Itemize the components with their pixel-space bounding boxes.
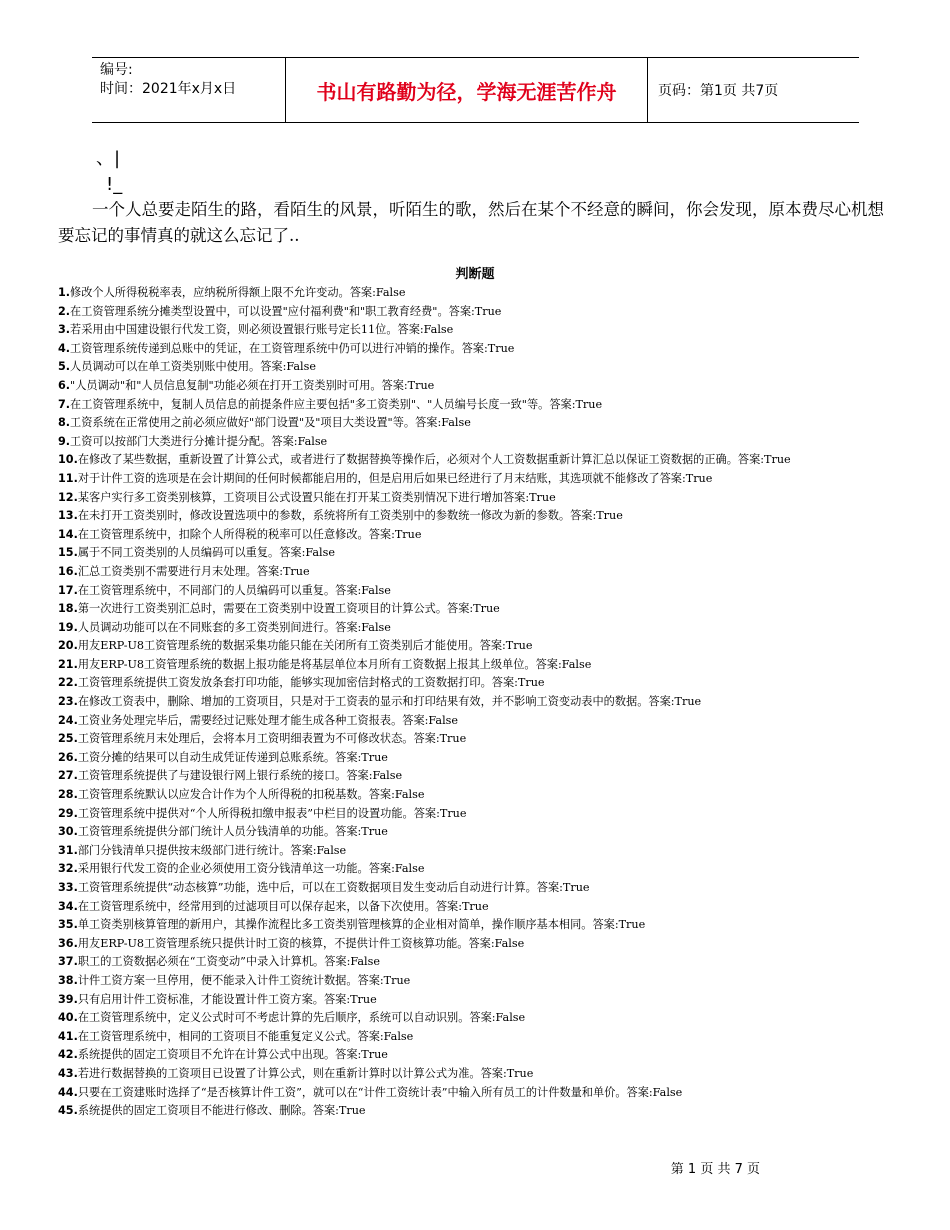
stray-mark-1: 、| — [96, 148, 121, 169]
question-item — [58, 507, 903, 526]
question-text: 工资业务处理完毕后，需要经过记账处理才能生成各种工资报表。答案:False — [77, 713, 459, 727]
question-number: 34. — [58, 899, 78, 913]
page-header — [92, 57, 859, 123]
question-number: 2. — [58, 304, 71, 318]
question-item — [58, 544, 903, 563]
question-number: 3. — [58, 323, 71, 337]
question-text: 人员调动可以在单工资类别账中使用。答案:False — [70, 360, 316, 374]
question-item — [58, 749, 903, 768]
question-text: 采用银行代发工资的企业必须使用工资分钱清单这一功能。答案:False — [77, 862, 425, 876]
question-item — [58, 358, 903, 377]
question-number: 26. — [58, 750, 78, 764]
question-number: 27. — [58, 769, 78, 783]
question-item — [58, 823, 903, 842]
question-text: 修改个人所得税税率表，应纳税所得额上限不允许变动。答案:False — [70, 286, 406, 299]
question-number: 42. — [58, 1048, 78, 1062]
question-number: 19. — [58, 620, 78, 634]
question-text: 工资管理系统中提供对“个人所得税扣缴申报表”中栏目的设置功能。答案:True — [77, 806, 467, 820]
question-text: 用友ERP-U8工资管理系统的数据采集功能只能在关闭所有工资类别后才能使用。答案:True — [77, 639, 533, 653]
question-number: 43. — [58, 1066, 78, 1080]
question-number: 41. — [58, 1029, 78, 1043]
question-text: 某客户实行多工资类别核算，工资项目公式设置只能在打开某工资类别情况下进行增加答案:True — [77, 490, 556, 504]
question-text: 在工资管理系统中，不同部门的人员编码可以重复。答案:False — [77, 583, 391, 597]
question-item — [58, 619, 903, 638]
question-text: 人员调动功能可以在不同账套的多工资类别间进行。答案:False — [77, 620, 391, 634]
question-text: 第一次进行工资类别汇总时，需要在工资类别中设置工资项目的计算公式。答案:True — [77, 602, 500, 616]
question-text: 职工的工资数据必须在“工资变动”中录入计算机。答案:False — [77, 955, 380, 969]
question-number: 28. — [58, 788, 78, 802]
question-text: 部门分钱清单只提供按末级部门进行统计。答案:False — [77, 843, 347, 857]
question-text: 工资管理系统提供分部门统计人员分钱清单的功能。答案:True — [77, 825, 388, 839]
question-item — [58, 935, 903, 954]
question-number: 39. — [58, 992, 78, 1006]
question-number: 45. — [58, 1104, 78, 1118]
question-item — [58, 396, 903, 415]
question-item — [58, 712, 903, 731]
question-item — [58, 860, 903, 879]
question-text: 在工资管理系统中，相同的工资项目不能重复定义公式。答案:False — [77, 1029, 414, 1043]
question-text: 用友ERP-U8工资管理系统的数据上报功能是将基层单位本月所有工资数据上报其上级单位。答案:False — [77, 657, 592, 671]
question-number: 5. — [58, 360, 71, 374]
doc-number-label: 编号: — [100, 62, 133, 78]
question-item — [58, 656, 903, 675]
question-item — [58, 303, 903, 322]
section-title: 判断题 — [455, 267, 495, 282]
question-number: 33. — [58, 881, 78, 894]
question-item — [58, 842, 903, 861]
question-item — [58, 879, 903, 898]
question-number: 14. — [58, 527, 78, 541]
question-text: 在工资管理系统分摊类型设置中，可以设置"应付福利费"和"职工教育经费"。答案:True — [70, 304, 502, 318]
intro-paragraph: 一个人总要走陌生的路，看陌生的风景，听陌生的歌，然后在某个不经意的瞬间，你会发现，原本费尽心机想要忘记的事情真的就这么忘记了.. — [58, 200, 884, 245]
question-item — [58, 433, 903, 452]
question-number: 29. — [58, 806, 78, 820]
question-number: 38. — [58, 973, 78, 987]
question-text: 汇总工资类别不需要进行月末处理。答案:True — [77, 564, 310, 578]
question-item — [58, 284, 903, 303]
question-item — [58, 451, 903, 470]
question-text: 在修改了某些数据，重新设置了计算公式，或者进行了数据替换等操作后，必须对个人工资数据重新计算汇总以保证工资数据的正确。答案:True — [77, 453, 791, 467]
question-item — [58, 1046, 903, 1065]
question-text: 在工资管理系统中，复制人员信息的前提条件应主要包括"多工资类别"、"人员编号长度一致"等。答案:True — [70, 397, 603, 411]
question-number: 22. — [58, 676, 78, 690]
stray-mark-2: !_ — [106, 174, 123, 195]
question-text: 系统提供的固定工资项目不允许在计算公式中出现。答案:True — [77, 1048, 388, 1062]
question-item — [58, 693, 903, 712]
question-text: 只有启用计件工资标准，才能设置计件工资方案。答案:True — [77, 992, 377, 1006]
question-number: 25. — [58, 732, 78, 746]
question-item — [58, 1009, 903, 1028]
question-text: 工资可以按部门大类进行分摊计提分配。答案:False — [70, 434, 328, 448]
question-text: 工资管理系统提供了与建设银行网上银行系统的接口。答案:False — [77, 769, 403, 783]
question-item — [58, 953, 903, 972]
question-number: 18. — [58, 602, 78, 616]
question-item — [58, 916, 903, 935]
question-number: 20. — [58, 639, 78, 653]
question-text: 在工资管理系统中，经常用到的过滤项目可以保存起来，以备下次使用。答案:True — [77, 899, 489, 913]
question-text: 工资管理系统默认以应发合计作为个人所得税的扣税基数。答案:False — [77, 788, 425, 802]
question-item — [58, 470, 903, 489]
question-text: 工资管理系统月末处理后，会将本月工资明细表置为不可修改状态。答案:True — [77, 732, 467, 746]
question-text: 若进行数据替换的工资项目已设置了计算公式，则在重新计算时以计算公式为准。答案:True — [77, 1066, 534, 1080]
question-item — [58, 1084, 903, 1103]
question-number: 6. — [58, 378, 71, 392]
question-item — [58, 1065, 903, 1084]
question-number: 31. — [58, 843, 78, 857]
question-item — [58, 1028, 903, 1047]
question-item — [58, 730, 903, 749]
question-number: 12. — [58, 490, 78, 504]
question-item — [58, 786, 903, 805]
question-number: 36. — [58, 936, 78, 950]
question-item — [58, 340, 903, 359]
question-number: 17. — [58, 583, 78, 597]
question-number: 23. — [58, 695, 78, 709]
question-text: 在未打开工资类别时，修改设置选项中的参数，系统将所有工资类别中的参数统一修改为新的参数。答案:True — [77, 509, 623, 523]
question-number: 15. — [58, 546, 78, 560]
question-number: 44. — [58, 1085, 78, 1099]
question-text: 工资分摊的结果可以自动生成凭证传递到总账系统。答案:True — [77, 750, 388, 764]
question-number: 30. — [58, 825, 78, 839]
question-list — [58, 284, 903, 1121]
question-number: 40. — [58, 1011, 78, 1025]
question-text: 只要在工资建账时选择了“是否核算计件工资”，就可以在“计件工资统计表”中输入所有员工的计件数量和单价。答案:False — [77, 1085, 683, 1099]
question-number: 16. — [58, 564, 78, 578]
question-text: 在修改工资表中，删除、增加的工资项目，只是对于工资表的显示和打印结果有效，并不影响工资变动表中的数据。答案:True — [77, 695, 702, 709]
question-text: 工资管理系统传递到总账中的凭证，在工资管理系统中仍可以进行冲销的操作。答案:True — [70, 341, 515, 355]
question-item — [58, 972, 903, 991]
question-text: 系统提供的固定工资项目不能进行修改、删除。答案:True — [77, 1104, 366, 1118]
header-page-label: 页码：第1页 共7页 — [658, 83, 779, 99]
question-item — [58, 377, 903, 396]
question-text: 若采用由中国建设银行代发工资，则必须设置银行账号定长11位。答案:False — [70, 323, 454, 337]
question-text: 工资系统在正常使用之前必须应做好"部门设置"及"项目大类设置"等。答案:False — [70, 416, 471, 430]
question-text: 单工资类别核算管理的新用户，其操作流程比多工资类别管理核算的企业相对简单，操作顺序基本相同。答案:True — [77, 918, 646, 932]
question-item — [58, 582, 903, 601]
question-item — [58, 563, 903, 582]
question-item — [58, 767, 903, 786]
question-number: 37. — [58, 955, 78, 969]
question-item — [58, 805, 903, 824]
question-text: 工资管理系统提供“动态核算”功能，选中后，可以在工资数据项目发生变动后自动进行计算。答案:True — [77, 881, 590, 894]
question-item — [58, 489, 903, 508]
question-number: 13. — [58, 509, 78, 523]
header-motto: 书山有路勤为径，学海无涯苦作舟 — [285, 58, 648, 122]
page-footer: 第 1 页 共 7 页 — [670, 1162, 760, 1177]
doc-date-label: 时间：2021年x月x日 — [100, 81, 237, 97]
question-item — [58, 600, 903, 619]
question-text: 属于不同工资类别的人员编码可以重复。答案:False — [77, 546, 335, 560]
question-item — [58, 637, 903, 656]
question-number: 32. — [58, 862, 78, 876]
question-text: 计件工资方案一旦停用，便不能录入计件工资统计数据。答案:True — [77, 973, 411, 987]
question-text: 在工资管理系统中，扣除个人所得税的税率可以任意修改。答案:True — [77, 527, 422, 541]
question-item — [58, 898, 903, 917]
question-number: 1. — [58, 286, 71, 299]
question-number: 8. — [58, 416, 71, 430]
header-meta — [92, 58, 285, 122]
question-item — [58, 414, 903, 433]
question-item — [58, 526, 903, 545]
question-text: 对于计件工资的选项是在会计期间的任何时候都能启用的，但是启用后如果已经进行了月末结账，其选项就不能修改了答案:True — [77, 471, 713, 485]
question-number: 11. — [58, 471, 78, 485]
question-item — [58, 321, 903, 340]
question-item — [58, 991, 903, 1010]
question-number: 10. — [58, 453, 78, 467]
question-number: 21. — [58, 657, 78, 671]
question-item — [58, 674, 903, 693]
question-text: "人员调动"和"人员信息复制"功能必须在打开工资类别时可用。答案:True — [70, 378, 435, 392]
question-number: 7. — [58, 397, 71, 411]
question-number: 35. — [58, 918, 78, 932]
question-number: 9. — [58, 434, 71, 448]
question-text: 在工资管理系统中，定义公式时可不考虑计算的先后顺序，系统可以自动识别。答案:False — [77, 1011, 526, 1025]
question-text: 用友ERP-U8工资管理系统只提供计时工资的核算，不提供计件工资核算功能。答案:False — [77, 936, 525, 950]
question-text: 工资管理系统提供工资发放条套打印功能，能够实现加密信封格式的工资数据打印。答案:True — [77, 676, 545, 690]
question-number: 24. — [58, 713, 78, 727]
question-item — [58, 1102, 903, 1121]
question-number: 4. — [58, 341, 71, 355]
